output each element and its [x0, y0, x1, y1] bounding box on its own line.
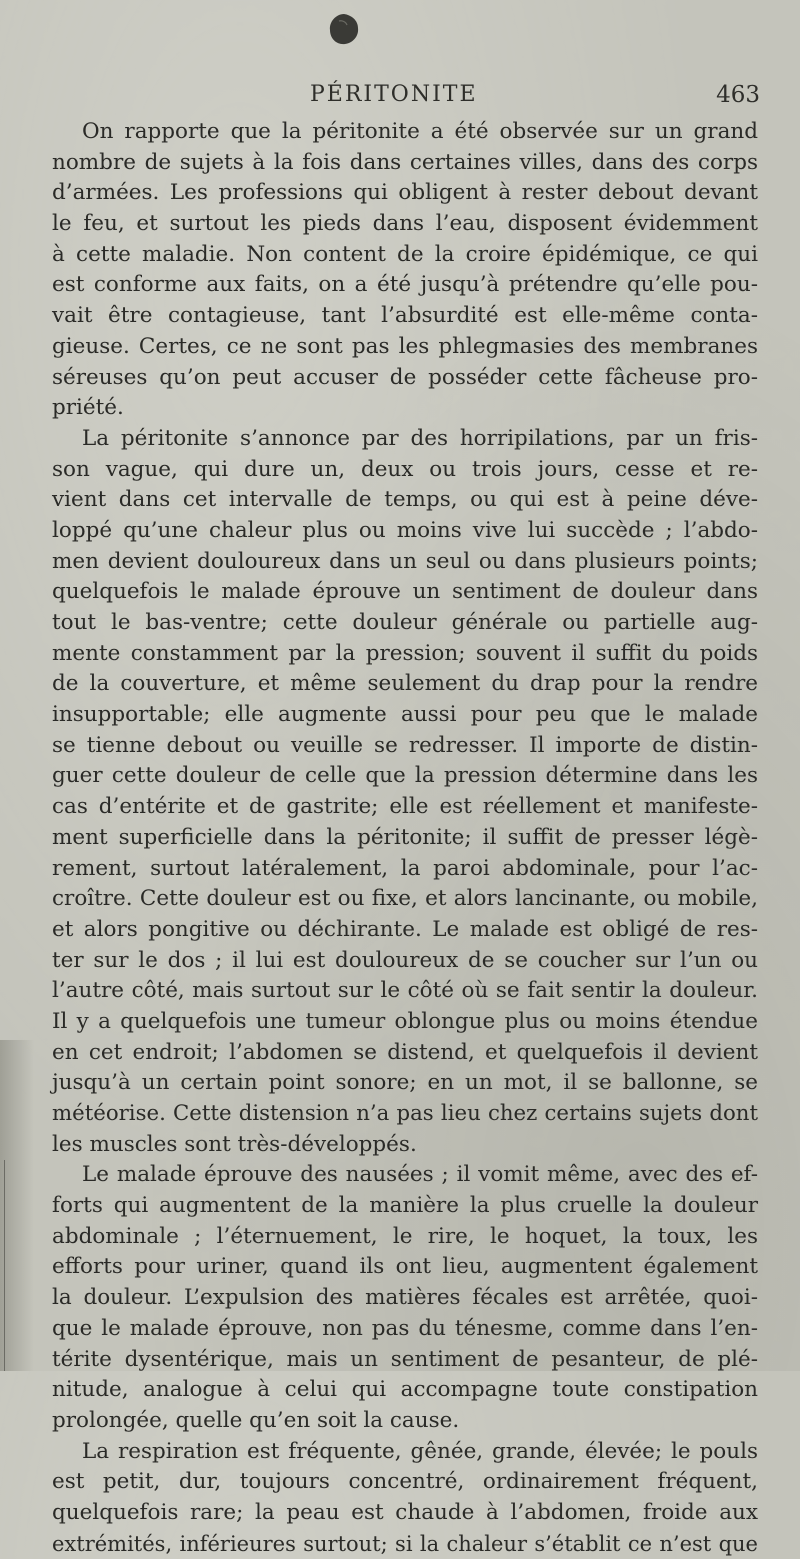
text-line: mente constamment par la pression; souvent il suffit du poids — [52, 640, 758, 666]
text-line: le feu, et surtout les pieds dans l’eau, disposent évidemment — [52, 211, 758, 237]
text-line: abdominale ; l’éternuement, le rire, le hoquet, la toux, les — [52, 1223, 758, 1249]
text-line: d’armées. Les professions qui obligent à rester debout devant — [52, 180, 758, 206]
text-line: l’autre côté, mais surtout sur le côté où se fait sentir la douleur. — [52, 978, 758, 1004]
text-line: efforts pour uriner, quand ils ont lieu, augmentent également — [52, 1254, 758, 1280]
text-line: loppé qu’une chaleur plus ou moins vive lui succède ; l’abdo- — [52, 517, 758, 543]
page-edge-line — [4, 1160, 5, 1371]
text-line: séreuses qu’on peut accuser de posséder cette fâcheuse pro- — [52, 364, 758, 390]
text-line: forts qui augmentent de la manière la plus cruelle la douleur — [52, 1193, 758, 1219]
text-line: en cet endroit; l’abdomen se distend, et quelquefois il devient — [52, 1039, 758, 1065]
text-line: ment superficielle dans la péritonite; il suffit de presser légè- — [52, 824, 758, 850]
text-line: insupportable; elle augmente aussi pour peu que le malade — [52, 702, 758, 728]
page-edge-shadow — [0, 1040, 34, 1371]
text-line: croître. Cette douleur est ou fixe, et alors lancinante, ou mobile, — [52, 886, 758, 912]
text-line: guer cette douleur de celle que la pression détermine dans les — [52, 763, 758, 789]
page-number: 463 — [716, 82, 760, 108]
text-line: térite dysentérique, mais un sentiment de pesanteur, de plé- — [52, 1346, 758, 1372]
text-line: priété. — [52, 395, 124, 421]
text-line: La respiration est fréquente, gênée, grande, élevée; le pouls — [82, 1438, 758, 1464]
text-line: men devient douloureux dans un seul ou dans plusieurs points; — [52, 548, 758, 574]
text-line: vait être contagieuse, tant l’absurdité est elle-même conta- — [52, 303, 758, 329]
text-line: vient dans cet intervalle de temps, ou qui est à peine déve- — [52, 487, 758, 513]
running-head: PÉRITONITE — [310, 82, 478, 107]
text-line: est petit, dur, toujours concentré, ordinairement fréquent, — [52, 1469, 758, 1495]
text-line: gieuse. Certes, ce ne sont pas les phlegmasies des membranes — [52, 333, 758, 359]
text-line: quelquefois le malade éprouve un sentiment de douleur dans — [52, 579, 758, 605]
text-line: à cette maladie. Non content de la croire épidémique, ce qui — [52, 241, 758, 267]
text-line: prolongée, quelle qu’en soit la cause. — [52, 1407, 460, 1433]
text-line: jusqu’à un certain point sonore; en un mot, il se ballonne, se — [52, 1070, 758, 1096]
text-line: quelquefois rare; la peau est chaude à l’abdomen, froide aux — [52, 1499, 758, 1525]
text-line: la douleur. L’expulsion des matières fécales est arrêtée, quoi- — [52, 1285, 758, 1311]
text-line: les muscles sont très-développés. — [52, 1131, 417, 1157]
text-line: tout le bas-ventre; cette douleur générale ou partielle aug- — [52, 610, 758, 635]
text-line: est conforme aux faits, on a été jusqu’à prétendre qu’elle pou- — [52, 272, 758, 298]
text-line: On rapporte que la péritonite a été observée sur un grand — [82, 119, 758, 144]
ink-blot-icon — [327, 12, 361, 46]
page-header — [40, 80, 762, 116]
text-line: Le malade éprouve des nausées ; il vomit même, avec des ef- — [82, 1162, 758, 1188]
text-line: cas d’entérite et de gastrite; elle est réellement et manifeste- — [52, 794, 758, 820]
text-line: La péritonite s’annonce par des horripilations, par un fris- — [82, 425, 758, 451]
text-line: se tienne debout ou veuille se redresser. Il importe de distin- — [52, 732, 758, 758]
text-line: nombre de sujets à la fois dans certaines villes, dans des corps — [52, 149, 758, 175]
text-line: ter sur le dos ; il lui est douloureux de se coucher sur l’un ou — [52, 947, 758, 973]
text-line: météorise. Cette distension n’a pas lieu chez certains sujets dont — [52, 1101, 758, 1126]
text-line: son vague, qui dure un, deux ou trois jours, cesse et re- — [52, 456, 758, 482]
text-line: Il y a quelquefois une tumeur oblongue plus ou moins étendue — [52, 1008, 758, 1034]
text-line: et alors pongitive ou déchirante. Le malade est obligé de res- — [52, 916, 758, 942]
text-line: extrémités, inférieures surtout; si la chaleur s’établit ce n’est que — [52, 1531, 758, 1556]
text-line: de la couverture, et même seulement du drap pour la rendre — [52, 671, 758, 697]
text-line: que le malade éprouve, non pas du ténesme, comme dans l’en- — [52, 1315, 758, 1341]
text-line: rement, surtout latéralement, la paroi abdominale, pour l’ac- — [52, 855, 758, 881]
text-line: nitude, analogue à celui qui accompagne toute constipation — [52, 1377, 758, 1403]
body-text — [52, 117, 758, 1559]
